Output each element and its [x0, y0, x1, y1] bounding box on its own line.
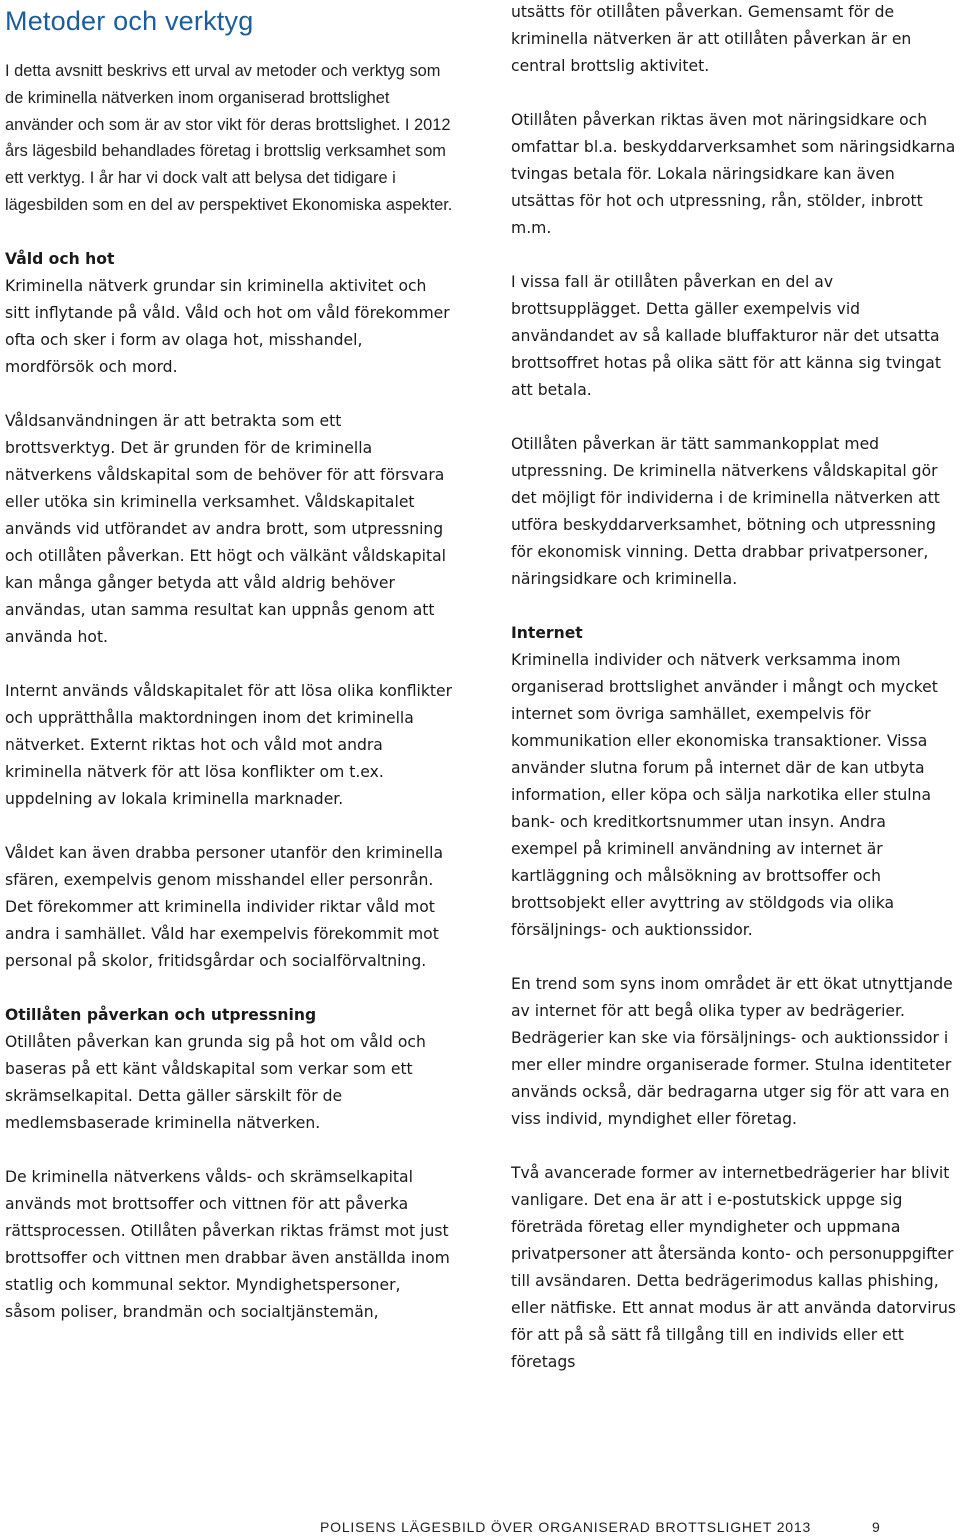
left-column	[5, 0, 453, 1326]
paragraph-gap	[511, 1133, 957, 1160]
footer-running-title: POLISENS LÄGESBILD ÖVER ORGANISERAD BROTTSLIGHET 2013	[320, 1519, 812, 1535]
right-column	[511, 0, 957, 1376]
paragraph: Internt används våldskapitalet för att lösa olika konflikter och upprätthålla maktordningen inom det kriminella nätverket. Externt riktas hot och våld mot andra kriminella nätverk för att lösa konflikter om t.ex. uppdelning av lokala kriminella marknader.	[5, 681, 453, 808]
paragraph: De kriminella nätverkens vålds- och skrämselkapital används mot brottsoffer och vittnen för att påverka rättsprocessen. Otillåten påverkan riktas främst mot just brottsoffer och vittnen men drabbar även anställda inom statlig och kommunal sektor. Myndighetspersoner, såsom poliser, brandmän och socialtjänstemän,	[5, 1167, 450, 1321]
paragraph-gap	[511, 404, 957, 431]
paragraph: En trend som syns inom området är ett ökat utnyttjande av internet för att begå olika typer av bedrägerier. Bedrägerier kan ske via försäljnings- och auktionssidor i mer eller mindre organiserade former. Stulna identiteter används också, där bedragarna utger sig för att vara en viss individ, myndighet eller företag.	[511, 975, 953, 1128]
paragraph: Otillåten påverkan är tätt sammankopplat med utpressning. De kriminella nätverkens våldskapital gör det möjligt för individerna i de kriminella nätverken att utföra beskyddarverksamhet, bötning och utpressning för ekonomisk vinning. Detta drabbar privatpersoner, näringsidkare och kriminella.	[511, 435, 940, 588]
paragraph-gap	[511, 80, 957, 107]
paragraph-gap	[511, 242, 957, 269]
paragraph-gap	[5, 813, 453, 840]
paragraph: utsätts för otillåten påverkan. Gemensamt för de kriminella nätverken är att otillåten påverkan är en central brottslig aktivitet.	[511, 3, 912, 75]
paragraph-gap	[5, 219, 453, 246]
paragraph: Två avancerade former av internetbedrägerier har blivit vanligare. Det ena är att i e-postutskick uppge sig företräda företag eller myndigheter och uppmana privatpersoner att återsända konto- och personuppgifter till avsändaren. Detta bedrägerimodus kallas phishing, eller nätfiske. Ett annat modus är att använda datorvirus för att på så sätt få tillgång till en individs eller ett företags	[511, 1164, 956, 1371]
paragraph-gap	[511, 593, 957, 620]
paragraph-gap	[5, 381, 453, 408]
paragraph: Otillåten påverkan kan grunda sig på hot om våld och baseras på ett känt våldskapital som verkar som ett skrämselkapital. Detta gäller särskilt för de medlemsbaserade kriminella nätverken.	[5, 1032, 426, 1132]
paragraph: Kriminella nätverk grundar sin kriminella aktivitet och sitt inflytande på våld. Våld och hot om våld förekommer ofta och sker i form av olaga hot, misshandel, mordförsök och mord.	[5, 276, 450, 376]
paragraph: I vissa fall är otillåten påverkan en del av brottsupplägget. Detta gäller exempelvis vid användandet av så kallade bluffakturor när det utsatta brottsoffret hotas på olika sätt för att känna sig tvingat att betala.	[511, 273, 941, 399]
paragraph-gap	[5, 651, 453, 678]
paragraph-gap	[5, 975, 453, 1002]
intro-paragraph: I detta avsnitt beskrivs ett urval av metoder och verktyg som de kriminella nätverken inom organiserad brottslighet använder och som är av stor vikt för deras brottslighet. I 2012 års lägesbild behandlades företag i brottslig verksamhet som ett verktyg. I år har vi dock valt att belysa det tidigare i lägesbilden som en del av perspektivet Ekonomiska aspekter.	[5, 62, 453, 214]
paragraph-gap	[5, 1137, 453, 1164]
page-title: Metoder och verktyg	[5, 6, 254, 36]
heading-vald-och-hot: Våld och hot	[5, 249, 115, 268]
heading-internet: Internet	[511, 624, 583, 642]
paragraph: Kriminella individer och nätverk verksamma inom organiserad brottslighet använder i mångt och mycket internet som övriga samhället, exempelvis för kommunikation eller ekonomiska transaktioner. Vissa använder slutna forum på internet där de kan utbyta information, eller köpa och sälja narkotika eller stulna bank- och kreditkortsnummer utan insyn. Andra exempel på kriminell användning av internet är kartläggning och målsökning av brottsoffer och brottsobjekt eller avyttring av stöldgods via olika försäljnings- och auktionssidor.	[511, 651, 938, 939]
page-number: 9	[872, 1519, 880, 1535]
paragraph-gap	[511, 944, 957, 971]
paragraph: Våldsanvändningen är att betrakta som ett brottsverktyg. Det är grunden för de kriminella nätverkens våldskapital som de behöver för att försvara eller utöka sin kriminella verksamhet. Våldskapitalet används vid utförandet av andra brott, som utpressning och otillåten påverkan. Ett högt och välkänt våldskapital kan många gånger betyda att våld aldrig behöver användas, utan samma resultat kan uppnås genom att använda hot.	[5, 411, 446, 646]
paragraph: Otillåten påverkan riktas även mot näringsidkare och omfattar bl.a. beskyddarverksamhet som näringsidkarna tvingas betala för. Lokala näringsidkare kan även utsättas för hot och utpressning, rån, stölder, inbrott m.m.	[511, 111, 956, 237]
paragraph: Våldet kan även drabba personer utanför den kriminella sfären, exempelvis genom misshandel eller personrån. Det förekommer att kriminella individer riktar våld mot andra i samhället. Våld har exempelvis förekommit mot personal på skolor, fritidsgårdar och socialförvaltning.	[5, 843, 444, 970]
heading-otillaten-paverkan: Otillåten påverkan och utpressning	[5, 1005, 317, 1024]
